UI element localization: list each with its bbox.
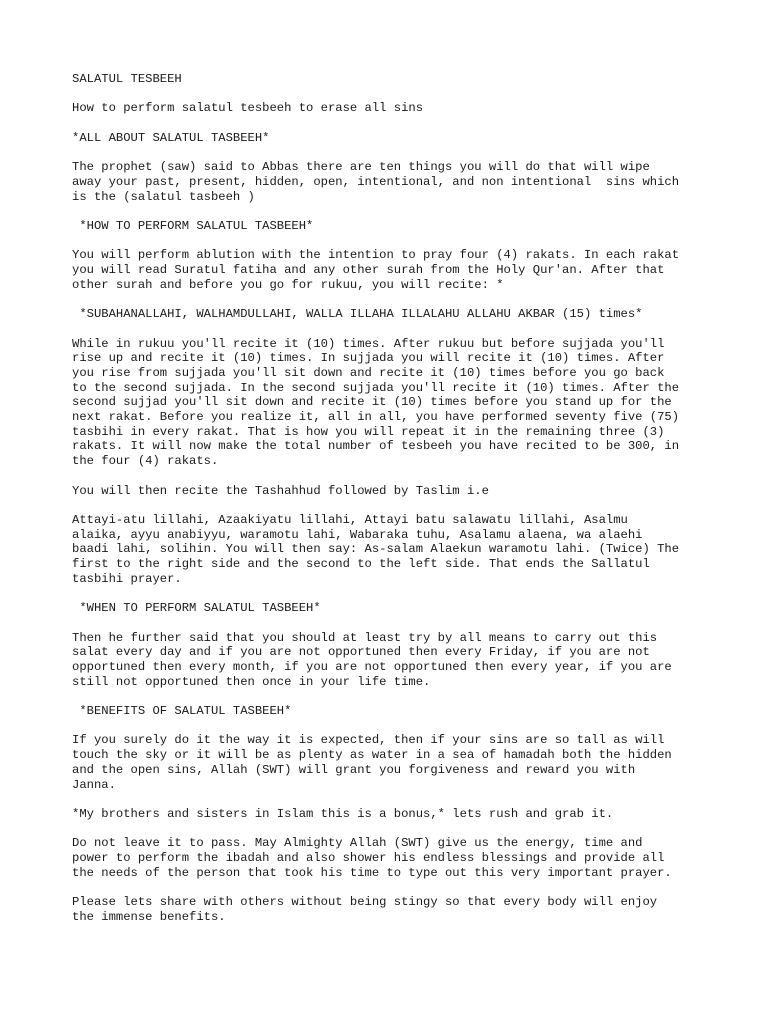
document-title: SALATUL TESBEEH (72, 72, 182, 86)
paragraph-bonus: *My brothers and sisters in Islam this is a bonus,* lets rush and grab it. (72, 806, 614, 821)
section-heading-when: *WHEN TO PERFORM SALATUL TASBEEH* (72, 601, 321, 616)
paragraph-share: Please lets share with others without being stingy so that every body will enjoy the immense benefits. (72, 895, 658, 924)
paragraph-tashahhud-text: Attayi-atu lillahi, Azaakiyatu lillahi, Attayi batu salawatu lillahi, Asalmu alaika, ayyu anabiyyu, waramotu lahi, Wabaraka tuhu, Asalamu alaena, wa alaehi baadi lahi, solihin. You will then say: As-salam Alaekun waramotu lahi. (Twice) The first to the right side and the second to the left side. That ends the Sallatul tasbihi prayer. (72, 512, 680, 586)
paragraph-frequency: Then he further said that you should at least try by all means to carry out this salat every day and if you are not opportuned then every Friday, if you are not opportuned then every month, if you are not opportuned then every year, if you are still not opportuned then once in your life time. (72, 630, 672, 689)
paragraph-prayer-dua: Do not leave it to pass. May Almighty Allah (SWT) give us the energy, time and power to perform the ibadah and also shower his endless blessings and provide all the needs of the person that took his time to type out this very important prayer. (72, 836, 672, 880)
document-subtitle: How to perform salatul tesbeeh to erase all sins (72, 101, 424, 116)
section-heading-benefits: *BENEFITS OF SALATUL TASBEEH* (72, 704, 292, 719)
paragraph-intro: The prophet (saw) said to Abbas there are ten things you will do that will wipe away your past, present, hidden, open, intentional, and non intentional sins which is the (salatul tasbeeh ) (72, 160, 680, 204)
paragraph-benefits: If you surely do it the way it is expected, then if your sins are so tall as will touch the sky or it will be as plenty as water in a sea of hamadah both the hidden and the open sins, Allah (SWT) will grant you forgiveness and reward you with Janna. (72, 733, 672, 792)
section-heading-about: *ALL ABOUT SALATUL TASBEEH* (72, 130, 270, 145)
tasbeeh-recitation: *SUBAHANALLAHI, WALHAMDULLAHI, WALLA ILLAHA ILLALAHU ALLAHU AKBAR (15) times* (72, 307, 643, 322)
section-heading-how-to: *HOW TO PERFORM SALATUL TASBEEH* (72, 218, 314, 233)
paragraph-rukuu-steps: While in rukuu you'll recite it (10) times. After rukuu but before sujjada you'll rise up and recite it (10) times. In sujjada you will recite it (10) times. After you rise from sujjada you'll sit down and recite it (10) times before you go back to the second sujjada. In the second sujjada you'll recite it (10) times. After the second sujjad you'll sit down and recite it (10) times before you stand up for the next rakat. Before you realize it, all in all, you have performed seventy five (75) tasbihi in every rakat. That is how you will repeat it in the remaining three (3) rakats. It will now make the total number of tesbeeh you have recited to be 300, in the four (4) rakats. (72, 336, 680, 469)
paragraph-tashahhud: You will then recite the Tashahhud followed by Taslim i.e (72, 483, 489, 498)
paragraph-ablution: You will perform ablution with the intention to pray four (4) rakats. In each rakat you will read Suratul fatiha and any other surah from the Holy Qur'an. After that other surah and before you go for rukuu, you will recite: * (72, 248, 680, 292)
document-page (72, 72, 712, 925)
